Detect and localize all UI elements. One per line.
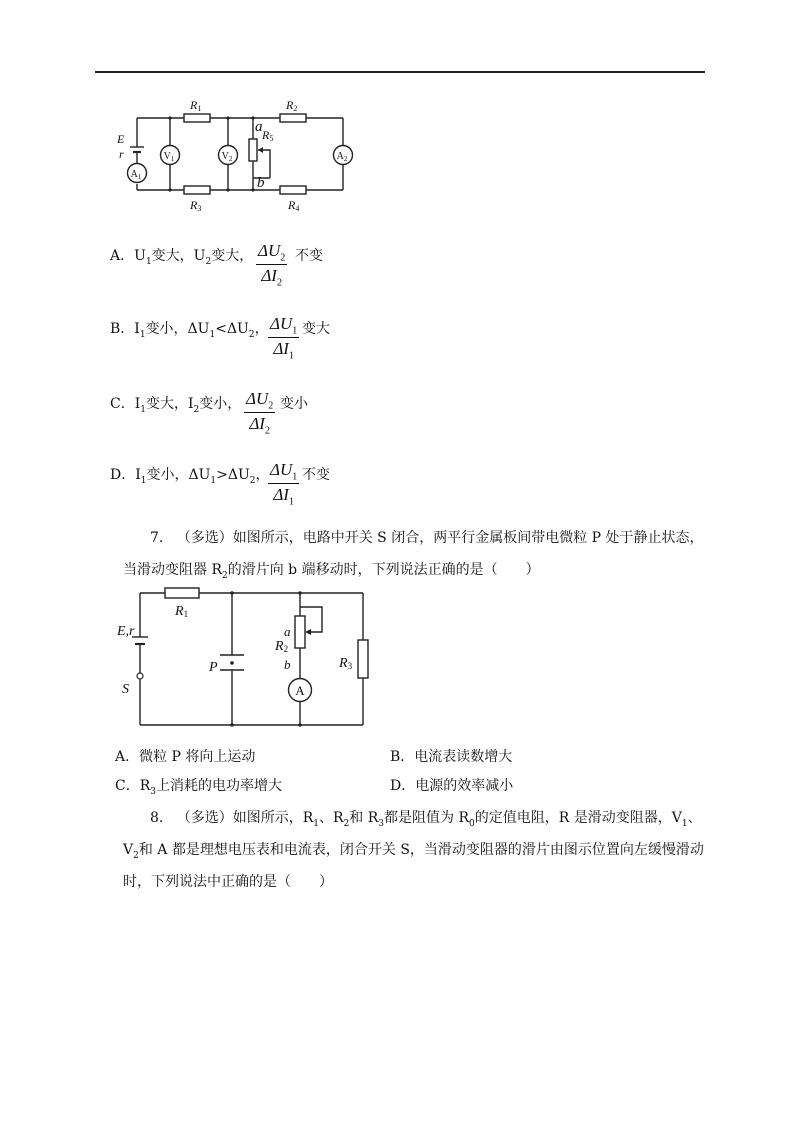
- option-sub: 1: [210, 475, 217, 486]
- svg-text:A: [295, 683, 305, 698]
- option-text: >ΔU: [216, 467, 250, 483]
- q7-label-er: E,r: [117, 624, 135, 639]
- option-text: C．R: [115, 778, 151, 794]
- option-sub: 1: [209, 329, 216, 340]
- option-text: 上消耗的电功率增大: [156, 778, 282, 794]
- fraction-sub: 1: [292, 471, 298, 483]
- q6-option-d[interactable]: [110, 465, 270, 491]
- q7-stem-line1: [150, 528, 704, 548]
- option-text: 变小，: [199, 396, 242, 412]
- q6-label-r1-sub: 1: [197, 104, 202, 113]
- option-letter: B．: [110, 321, 135, 337]
- fraction-numerator: ΔU: [246, 389, 269, 408]
- fraction-sub: 2: [280, 252, 286, 264]
- fraction-numerator: ΔU: [258, 241, 281, 260]
- q6-label-a: a: [255, 119, 263, 135]
- fraction-denominator: ΔI: [273, 485, 289, 505]
- question-text: 的定值电阻，R 是滑动变阻器，V: [474, 810, 682, 826]
- q6-label-r1: R: [190, 98, 198, 112]
- option-sub: 2: [249, 475, 256, 486]
- q6-r3-resistor: [184, 186, 210, 194]
- q6-option-a-fraction: [256, 241, 287, 289]
- q7-label-s: S: [122, 682, 129, 697]
- svg-text:R2: [274, 639, 288, 654]
- option-sub: 2: [248, 329, 255, 340]
- option-text: U: [134, 248, 146, 264]
- q6-label-r5: R: [262, 128, 270, 142]
- fraction-denominator: ΔI: [261, 266, 277, 286]
- q6-option-a-tail: 不变: [295, 248, 323, 264]
- option-sub: 2: [205, 256, 212, 267]
- q7-label-r1: R: [175, 604, 184, 619]
- svg-text:r: [119, 147, 124, 161]
- fraction-sub: 1: [292, 325, 298, 337]
- svg-text:b: [284, 657, 291, 672]
- option-text: 变大，U: [151, 248, 206, 264]
- fraction-sub: 2: [268, 400, 274, 412]
- q6-label-v2: V: [221, 151, 229, 162]
- q7-label-r2: R: [275, 639, 284, 654]
- option-sub: 1: [140, 404, 146, 415]
- option-text: I: [135, 467, 141, 483]
- q6-option-d-tail: 不变: [302, 467, 330, 483]
- question-sub: 2: [222, 570, 228, 581]
- q6-label-v1: V: [163, 151, 171, 162]
- svg-text:a: [255, 119, 263, 135]
- q7-label-r3-sub: 3: [347, 661, 353, 671]
- q6-r2-resistor: [280, 114, 306, 122]
- q6-option-c[interactable]: [110, 394, 241, 420]
- question-sub: 0: [469, 818, 475, 829]
- svg-text:R4: [287, 198, 299, 213]
- q6-label-e: E: [117, 132, 125, 146]
- svg-text:R5: [261, 128, 273, 143]
- q6-label-r3-sub: 3: [197, 204, 202, 213]
- svg-text:b: [257, 175, 265, 191]
- q7-label-a: a: [284, 624, 291, 639]
- svg-text:E: [116, 132, 125, 146]
- q6-r1-resistor: [184, 114, 210, 122]
- q6-label-r: r: [119, 147, 124, 161]
- q6-label-a1: A: [130, 169, 138, 180]
- option-letter: A．: [110, 248, 135, 264]
- q6-label-r3: R: [190, 198, 198, 212]
- q7-label-b: b: [284, 657, 291, 672]
- q7-option-b[interactable]: B．电流表读数增大: [390, 749, 513, 765]
- option-sub: 1: [145, 256, 152, 267]
- fraction-denominator: ΔI: [273, 339, 289, 359]
- q6-label-r2: R: [286, 98, 294, 112]
- q7-label-p: P: [209, 660, 218, 675]
- fraction-sub: 2: [276, 277, 282, 289]
- q7-label-ammeter: A: [295, 683, 305, 698]
- q6-label-r2-sub: 2: [293, 104, 298, 113]
- option-text: 变小，ΔU: [146, 467, 211, 483]
- option-text: <ΔU: [215, 321, 249, 337]
- option-text: 变大，I: [145, 396, 194, 412]
- q7-r3-resistor: [358, 640, 368, 678]
- option-text: I: [134, 321, 140, 337]
- question-text: 、: [687, 810, 702, 826]
- question-text: 和 R: [349, 810, 379, 826]
- question-sub: 2: [133, 850, 139, 861]
- option-text: ，: [254, 321, 269, 337]
- question-sub: 3: [378, 818, 385, 829]
- option-text: 变小，ΔU: [145, 321, 210, 337]
- q7-option-d[interactable]: D．电源的效率减小: [390, 778, 514, 794]
- fraction-numerator: ΔU: [270, 314, 293, 333]
- question-text: （多选）如图所示，电路中开关 S 闭合，两平行金属板间带电微粒 P 处于静止状态，: [176, 530, 704, 546]
- svg-text:R1: [189, 98, 201, 113]
- q7-option-a[interactable]: A．微粒 P 将向上运动: [115, 749, 256, 765]
- q8-stem-line3: 时，下列说法中正确的是（ ）: [123, 874, 333, 890]
- q7-label-r1-sub: 1: [183, 609, 189, 619]
- svg-text:E,r: [116, 624, 135, 639]
- q7-r2-rheostat: [295, 616, 305, 648]
- svg-text:P: [208, 660, 218, 675]
- q6-option-b-tail: 变大: [302, 321, 330, 337]
- svg-text:R2: [285, 98, 297, 113]
- question-sub: 1: [681, 818, 688, 829]
- fraction-sub: 2: [264, 425, 270, 437]
- q6-r4-resistor: [280, 186, 306, 194]
- q7-r1-resistor: [165, 588, 199, 598]
- q6-option-b-fraction: [268, 314, 299, 362]
- q6-label-v1-sub: 1: [170, 155, 175, 163]
- q6-circuit-diagram: [110, 95, 360, 215]
- q6-label-r4: R: [288, 198, 296, 212]
- q6-option-c-fraction: [244, 389, 275, 437]
- q8-stem-line2: [123, 840, 704, 866]
- option-sub: 1: [140, 475, 147, 486]
- fraction-sub: 1: [288, 350, 294, 362]
- question-number: 8.: [150, 810, 164, 826]
- svg-text:R1: [174, 604, 188, 619]
- q6-r5-rheostat: [249, 139, 257, 161]
- fraction-sub: 1: [288, 496, 294, 508]
- q6-option-b[interactable]: [110, 319, 269, 345]
- question-text: （多选）如图所示，R: [176, 810, 314, 826]
- option-text: I: [134, 396, 141, 412]
- question-sub: 2: [343, 818, 350, 829]
- question-number: 7.: [150, 530, 164, 546]
- q7-option-c[interactable]: [115, 776, 282, 802]
- option-letter: C．: [110, 396, 135, 412]
- q6-option-c-tail: 变小: [280, 396, 308, 412]
- q6-label-a2: A: [336, 151, 344, 162]
- q6-label-v2-sub: 2: [228, 155, 233, 163]
- q6-option-a[interactable]: [110, 246, 253, 272]
- header-rule: [95, 71, 705, 73]
- fraction-denominator: ΔI: [249, 414, 265, 434]
- question-text: 、R: [319, 810, 344, 826]
- svg-text:R3: [189, 198, 201, 213]
- q7-label-r3: R: [339, 656, 348, 671]
- q6-label-r5-sub: 5: [269, 134, 274, 143]
- svg-text:R3: [338, 656, 353, 671]
- q6-option-d-fraction: [268, 460, 299, 508]
- question-text: 和 A 都是理想电压表和电流表，闭合开关 S，当滑动变阻器的滑片由图示位置向左缓慢滑动: [138, 842, 704, 858]
- q7-circuit-diagram: [105, 583, 375, 733]
- svg-text:S: [122, 682, 129, 697]
- option-text: ，: [255, 467, 270, 483]
- question-text: 的滑片向 b 端移动时，下列说法正确的是（ ）: [227, 562, 540, 578]
- q7-label-r2-sub: 2: [283, 644, 289, 654]
- option-letter: D．: [110, 467, 136, 483]
- q8-stem-line1: [150, 808, 702, 834]
- svg-text:a: [284, 624, 291, 639]
- option-text: 变大，: [211, 248, 254, 264]
- question-sub: 1: [313, 818, 319, 829]
- question-text: 都是阻值为 R: [384, 810, 470, 826]
- q6-label-r4-sub: 4: [295, 204, 300, 213]
- q6-label-b: b: [257, 175, 265, 191]
- option-sub: 3: [150, 786, 156, 797]
- option-sub: 1: [139, 329, 146, 340]
- q6-label-a1-sub: 1: [137, 173, 142, 181]
- q7-stem-line2: [123, 560, 540, 586]
- question-text: 当滑动变阻器 R: [123, 562, 222, 578]
- question-text: V: [123, 842, 134, 858]
- option-sub: 2: [193, 404, 200, 415]
- q6-label-a2-sub: 2: [343, 155, 348, 163]
- fraction-numerator: ΔU: [270, 460, 293, 479]
